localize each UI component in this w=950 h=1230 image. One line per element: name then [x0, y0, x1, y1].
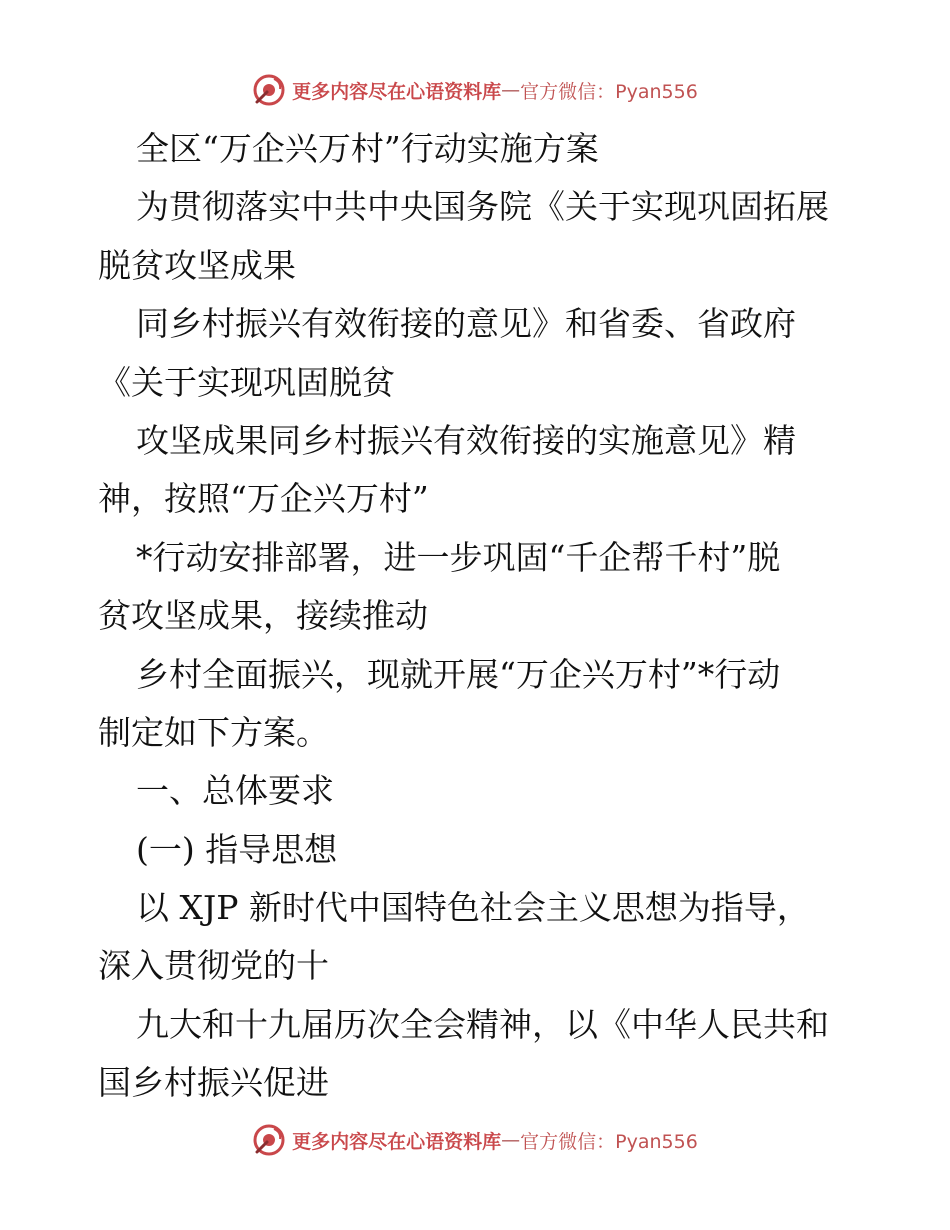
paragraph-line: *行动安排部署，进一步巩固“千企帮千村”脱 [136, 537, 781, 577]
paragraph-line: 攻坚成果同乡村振兴有效衔接的实施意见》精 [136, 420, 796, 460]
paragraph-line: 九大和十九届历次全会精神，以《中华人民共和 [136, 1004, 829, 1044]
document-body [98, 120, 858, 1113]
paragraph-line: 深入贯彻党的十 [98, 946, 329, 986]
footer-banner-wechat: 官方微信：Pyan556 [520, 1130, 698, 1153]
paragraph-line: 制定如下方案。 [98, 712, 329, 752]
paragraph-line: 同乡村振兴有效衔接的意见》和省委、省政府 [136, 304, 796, 344]
paragraph-line: 贫攻坚成果，接续推动 [98, 596, 428, 636]
document-title: 全区“万企兴万村”行动实施方案 [136, 129, 599, 168]
header-banner-separator: — [501, 79, 521, 101]
paragraph-line: 《关于实现巩固脱贫 [98, 362, 395, 402]
section-heading: 一、总体要求 [136, 771, 334, 811]
paragraph-line: 神，按照“万企兴万村” [98, 479, 429, 519]
paragraph-line: 以 XJP 新时代中国特色社会主义思想为指导， [136, 888, 810, 928]
paragraph-line: 乡村全面振兴，现就开展“万企兴万村”*行动 [136, 654, 781, 694]
subsection-heading: (一) 指导思想 [136, 829, 338, 869]
paragraph-line: 国乡村振兴促进 [98, 1063, 329, 1103]
paragraph-line: 为贯彻落实中共中央国务院《关于实现巩固拓展 [136, 187, 829, 227]
rose-pen-logo-icon [252, 73, 286, 107]
rose-pen-logo-icon [252, 1123, 286, 1157]
footer-banner-text: 更多内容尽在心语资料库 [292, 1130, 502, 1153]
paragraph-line: 脱贫攻坚成果 [98, 245, 296, 285]
footer-banner-separator: — [501, 1129, 521, 1151]
header-watermark-banner [0, 70, 950, 110]
footer-watermark-banner [0, 1120, 950, 1160]
header-banner-wechat: 官方微信：Pyan556 [520, 80, 698, 103]
header-banner-text: 更多内容尽在心语资料库 [292, 80, 502, 103]
